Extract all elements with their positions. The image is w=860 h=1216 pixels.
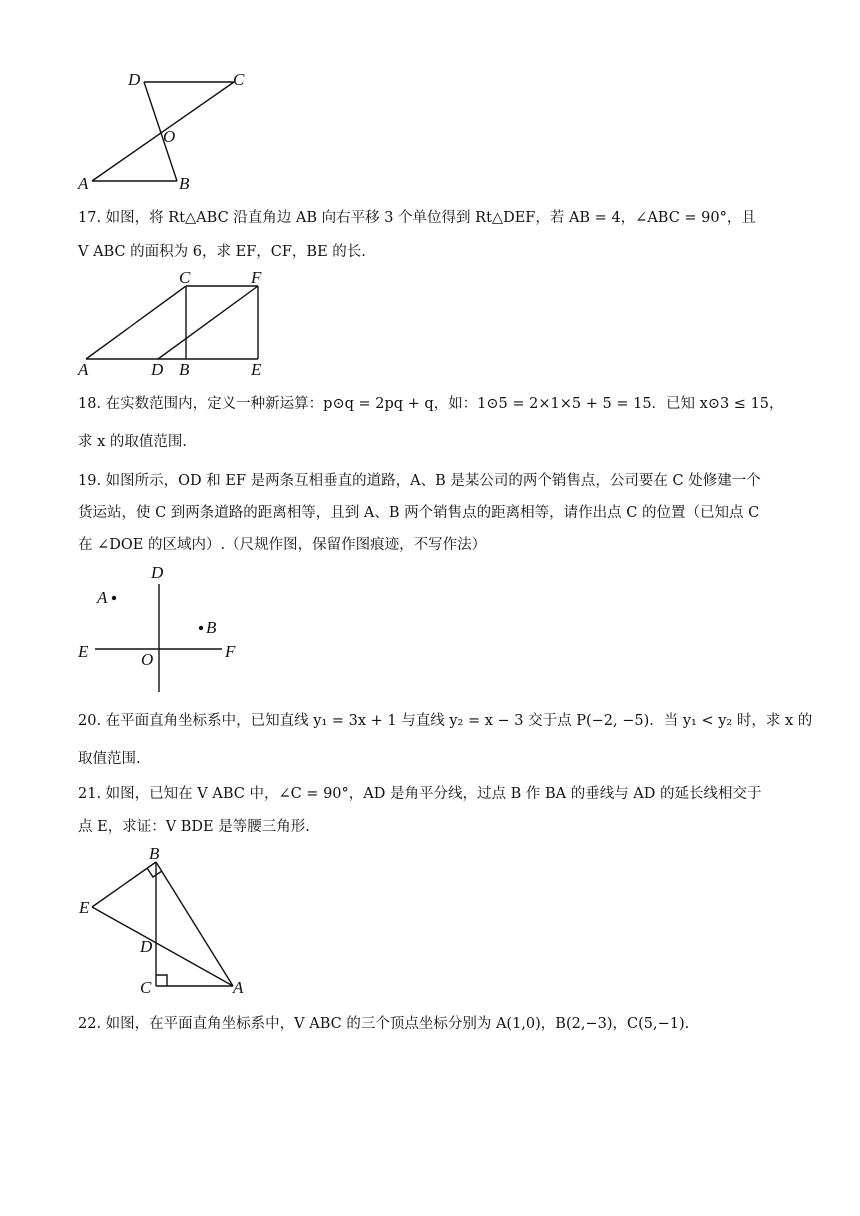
figure-q21: [70, 840, 270, 1005]
question-17-line-2: V ABC 的面积为 6，求 EF，CF，BE 的长.: [78, 244, 366, 260]
question-18-line-1: 18. 在实数范围内，定义一种新运算：p⊙q = 2pq + q，如：1⊙5 = 2×1×5 + 5 = 15．已知 x⊙3 ≤ 15，: [78, 396, 784, 412]
question-19-line-2: 货运站，使 C 到两条道路的距离相等，且到 A、B 两个销售点的距离相等，请作出点 C 的位置（已知点 C: [78, 505, 760, 521]
label-o: O: [163, 127, 176, 146]
label-c: C: [179, 268, 191, 287]
question-22: [78, 1012, 778, 1036]
question-18: [78, 392, 784, 454]
label-c: C: [233, 70, 245, 89]
label-d: D: [151, 360, 164, 379]
segment-be: [92, 862, 156, 907]
label-d: D: [140, 937, 153, 956]
question-20: [78, 709, 813, 771]
question-22-line-1: 22. 如图，在平面直角坐标系中，V ABC 的三个顶点坐标分别为 A(1,0)，B(2,−3)，C(5,−1).: [78, 1016, 690, 1032]
question-17: [78, 206, 778, 264]
label-d: D: [151, 563, 164, 582]
segment-ea: [92, 907, 233, 986]
label-e: E: [79, 898, 90, 917]
question-19: [78, 469, 778, 557]
point-a: [112, 596, 116, 600]
label-f: F: [225, 642, 236, 661]
segment-df: [158, 286, 258, 359]
label-e: E: [78, 642, 89, 661]
segment-ba: [156, 862, 233, 986]
segment-ac: [86, 286, 186, 359]
question-18-line-2: 求 x 的取值范围.: [78, 434, 188, 450]
label-a: A: [233, 978, 244, 997]
label-f: F: [251, 268, 262, 287]
right-angle-mark-c: [156, 975, 167, 986]
question-21: [78, 782, 778, 839]
question-21-line-2: 点 E，求证：V BDE 是等腰三角形.: [78, 819, 310, 835]
question-17-line-1: 17. 如图，将 Rt△ABC 沿直角边 AB 向右平移 3 个单位得到 Rt△DEF，若 AB = 4，∠ABC = 90°，且: [78, 210, 756, 226]
label-b: B: [179, 174, 190, 193]
figure-q19: [70, 560, 260, 700]
question-21-line-1: 21. 如图，已知在 V ABC 中，∠C = 90°，AD 是角平分线，过点 B 作 BA 的垂线与 AD 的延长线相交于: [78, 786, 762, 802]
question-20-line-2: 取值范围.: [78, 751, 141, 767]
figure-q16: [70, 65, 260, 195]
question-19-line-1: 19. 如图所示，OD 和 EF 是两条互相垂直的道路，A、B 是某公司的两个销售点，公司要在 C 处修建一个: [78, 473, 761, 489]
label-b: B: [206, 618, 217, 637]
figure-q17: [70, 270, 280, 380]
label-e: E: [251, 360, 262, 379]
label-a: A: [78, 360, 89, 379]
question-19-line-3: 在 ∠DOE 的区域内）.（尺规作图，保留作图痕迹，不写作法）: [78, 537, 487, 553]
point-b: [199, 626, 203, 630]
label-b: B: [179, 360, 190, 379]
question-20-line-1: 20. 在平面直角坐标系中，已知直线 y₁ = 3x + 1 与直线 y₂ = x − 3 交于点 P(−2, −5)．当 y₁ < y₂ 时，求 x 的: [78, 713, 813, 729]
label-a: A: [78, 174, 89, 193]
label-d: D: [128, 70, 141, 89]
label-b: B: [149, 844, 160, 863]
label-a: A: [97, 588, 108, 607]
label-o: O: [141, 650, 154, 669]
label-c: C: [140, 978, 152, 997]
